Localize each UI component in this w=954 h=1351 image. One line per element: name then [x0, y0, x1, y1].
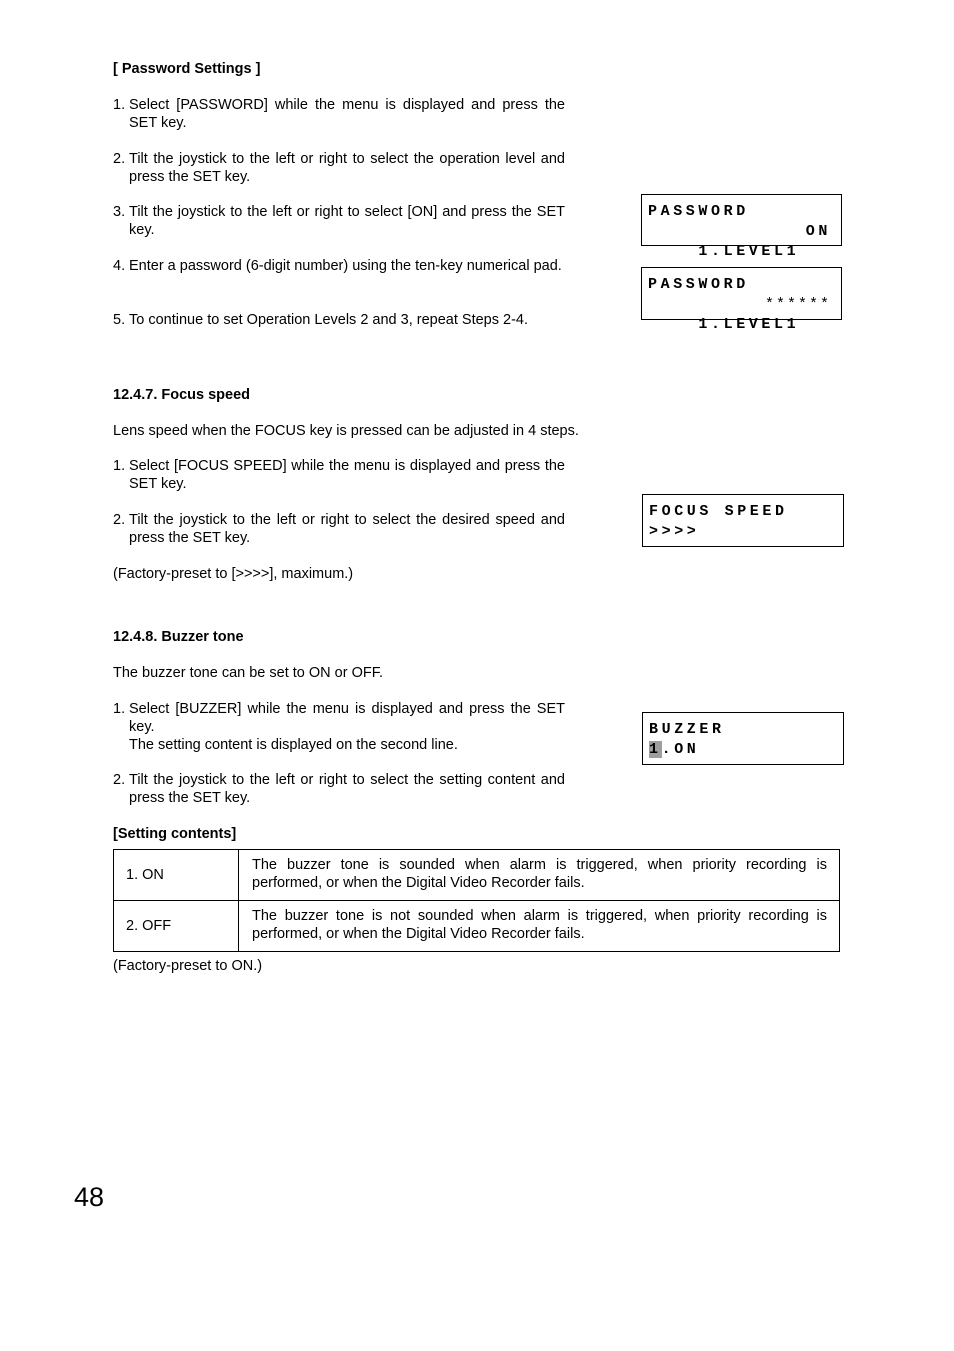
step-text: Select [FOCUS SPEED] while the menu is displayed and press the SET key. [129, 458, 565, 492]
step-number: 5. [113, 312, 126, 328]
password-step-5 [113, 311, 565, 329]
step-number: 3. [113, 204, 126, 220]
description-cell: The buzzer tone is not sounded when alarm is triggered, when priority recording is performed, or when the Digital Video Recorder fails. [239, 901, 840, 952]
step-text: Tilt the joystick to the left or right to select [ON] and press the SET key. [129, 204, 565, 238]
step-number: 1. [113, 458, 126, 474]
lcd-password-entry [641, 267, 842, 333]
step-number: 2. [113, 772, 126, 788]
lcd-line-2 [649, 740, 843, 760]
step-number: 1. [113, 701, 126, 717]
lcd-line-1: PASSWORD [648, 203, 749, 220]
lcd-password-on [641, 194, 842, 260]
step-text: Tilt the joystick to the left or right to select the operation level and press the SET key. [129, 151, 565, 185]
table-row [114, 901, 840, 952]
focus-step-2 [113, 511, 565, 547]
lcd-line-2: >>>> [649, 523, 700, 540]
lcd-level-label: 1.LEVEL1 [698, 243, 800, 260]
lcd-cursor: 1 [649, 741, 662, 758]
step-text: Tilt the joystick to the left or right to select the desired speed and press the SET key. [129, 512, 565, 546]
setting-contents-table [113, 849, 840, 952]
step-text: Enter a password (6-digit number) using the ten-key numerical pad. [129, 258, 562, 274]
step-number: 2. [113, 151, 126, 167]
lcd-line-2 [648, 222, 841, 260]
step-subtext: The setting content is displayed on the second line. [129, 737, 458, 753]
lcd-line-1: PASSWORD [648, 276, 749, 293]
lcd-password-mask: ****** [764, 296, 831, 313]
buzzer-factory-note: (Factory-preset to ON.) [113, 958, 263, 974]
page-number: 48 [74, 1182, 105, 1212]
lcd-focus-speed [642, 494, 844, 547]
table-row [114, 850, 840, 901]
lcd-buzzer [642, 712, 844, 765]
setting-contents-heading: [Setting contents] [113, 826, 237, 842]
focus-factory-note: (Factory-preset to [>>>>], maximum.) [113, 566, 354, 582]
buzzer-step-1 [113, 700, 565, 754]
lcd-line-1: FOCUS SPEED [649, 503, 788, 520]
option-cell: 1. ON [114, 850, 239, 901]
lcd-line-2 [648, 295, 841, 333]
buzzer-step-2 [113, 771, 565, 807]
step-number: 2. [113, 512, 126, 528]
focus-speed-intro: Lens speed when the FOCUS key is pressed can be adjusted in 4 steps. [113, 423, 579, 439]
step-text: Tilt the joystick to the left or right to select the setting content and press the SET key. [129, 772, 565, 806]
lcd-value: .ON [661, 741, 700, 758]
focus-step-1 [113, 457, 565, 493]
step-text: Select [BUZZER] while the menu is displayed and press the SET key. [129, 701, 565, 735]
step-text: Select [PASSWORD] while the menu is displayed and press the SET key. [129, 97, 565, 131]
lcd-level-label: 1.LEVEL1 [698, 316, 800, 333]
lcd-level-value: ON [805, 223, 831, 240]
password-settings-heading: [ Password Settings ] [113, 61, 261, 77]
step-text: To continue to set Operation Levels 2 and 3, repeat Steps 2-4. [129, 312, 529, 328]
description-cell: The buzzer tone is sounded when alarm is triggered, when priority recording is performed, or when the Digital Video Recorder fails. [239, 850, 840, 901]
password-step-3 [113, 203, 565, 239]
password-step-1 [113, 96, 565, 132]
password-step-4 [113, 257, 565, 275]
buzzer-intro: The buzzer tone can be set to ON or OFF. [113, 665, 383, 681]
option-cell: 2. OFF [114, 901, 239, 952]
buzzer-tone-heading: 12.4.8. Buzzer tone [113, 629, 244, 645]
focus-speed-heading: 12.4.7. Focus speed [113, 387, 251, 403]
password-step-2 [113, 150, 565, 186]
step-number: 1. [113, 97, 126, 113]
lcd-line-1: BUZZER [649, 721, 725, 738]
step-number: 4. [113, 258, 126, 274]
